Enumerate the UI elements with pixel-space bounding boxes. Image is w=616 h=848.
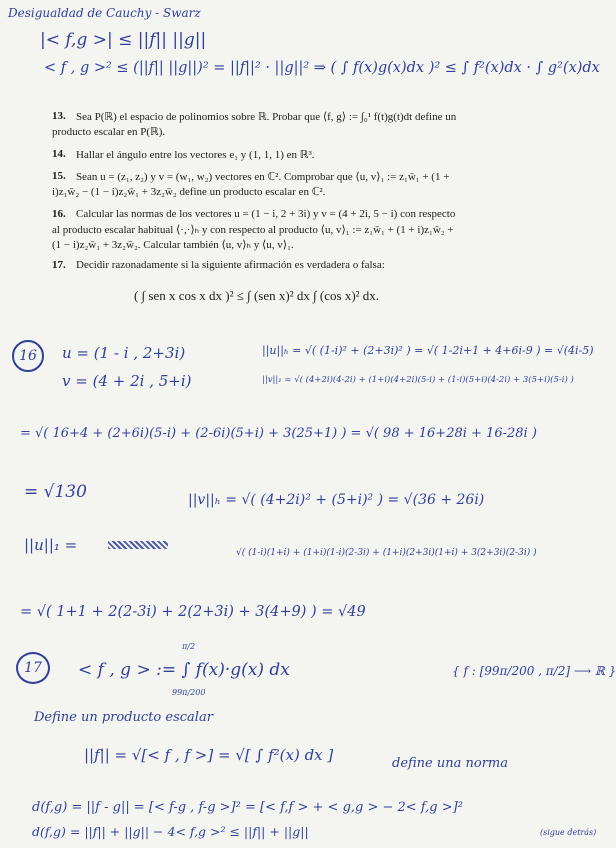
sol16-norm-u-1-expansion: √( (1-i)(1+i) + (1+i)(1-i)(2-3i) + (1+i)(2+3i)(1+i) + 3(2+3i)(2-3i) )	[236, 548, 537, 558]
sol16-norm-v-1: ||v||₁ = √( (4+2i)(4-2i) + (1+i)(4+2i)(5-i) + (1-i)(5+i)(4-2i) + 3(5+i)(5-i) )	[262, 375, 574, 385]
sol17-norm: ||f|| = √[< f , f >] = √[ ∫ f²(x) dx ]	[84, 746, 334, 764]
exercise-16-cont2: (1 − i)z₂w̄₁ + 3z₂w̄₂. Calcular también ⟨u, v⟩ₕ y ⟨u, v⟩₁.	[52, 239, 294, 251]
sol16-line3: = √( 16+4 + (2+6i)(5-i) + (2-6i)(5+i) + 3(25+1) ) = √( 98 + 16+28i + 16-28i )	[20, 426, 537, 441]
sol16-vector-v: v = (4 + 2i , 5+i)	[62, 372, 192, 390]
sol17-sigue-note: (sigue detrás)	[540, 828, 597, 837]
sol16-norm-u-h: ||u||ₕ = √( (1-i)² + (2+3i)² ) = √( 1-2i+1 + 4+6i-9 ) = √(4i-5)	[262, 344, 594, 357]
cs-inequality-line1: |< f,g >| ≤ ||f|| ||g||	[40, 30, 207, 50]
sol17-integral-lower-limit: 99π/200	[172, 688, 206, 697]
sol17-domain: { f : [99π/200 , π/2] ⟶ ℝ }	[452, 664, 616, 678]
exercise-14-number: 14.	[52, 148, 66, 160]
sol16-norm-u-h-result: = √130	[24, 482, 87, 502]
exercise-16-number: 16.	[52, 208, 66, 220]
solution-17-label: 17	[16, 652, 50, 684]
sol16-norm-v-h: ||v||ₕ = √( (4+2i)² + (5+i)² ) = √(36 + 26i)	[188, 492, 485, 508]
heading-cauchy-schwarz: Desigualdad de Cauchy - Swarz	[8, 6, 201, 20]
sol17-norm-note: define una norma	[392, 756, 509, 771]
sol17-inner-product-def: < f , g > := ∫ f(x)·g(x) dx	[78, 660, 290, 680]
exercise-16-text: Calcular las normas de los vectores u = (1 − i, 2 + 3i) y v = (4 + 2i, 5 − i) con respecto	[76, 208, 456, 220]
sol16-norm-u-1-result: = √( 1+1 + 2(2-3i) + 2(2+3i) + 3(4+9) ) = √49	[20, 604, 366, 620]
exercise-17-formula: ( ∫ sen x cos x dx )² ≤ ∫ (sen x)² dx ∫ (cos x)² dx.	[134, 288, 380, 303]
sol17-caption: Define un producto escalar	[34, 710, 213, 725]
exercise-15-number: 15.	[52, 170, 66, 182]
exercise-16-cont: al producto escalar habitual ⟨·,·⟩ₕ y con respecto al producto ⟨u, v⟩₁ := z₁w̄₁ + (1 + i)z₁w̄₂ +	[52, 224, 454, 236]
exercise-15-cont: i)z₁w̄₂ − (1 − i)z₂w̄₁ + 3z₂w̄₂ define un producto escalar en ℂ².	[52, 186, 326, 198]
solution-16-label: 16	[12, 340, 44, 372]
exercise-14-text: Hallar el ángulo entre los vectores e₁ y (1, 1, 1) en ℝ³.	[76, 149, 315, 161]
exercise-15-text: Sean u = (z₁, z₂) y v = (w₁, w₂) vectores en ℂ². Comprobar que ⟨u, v⟩₁ := z₁w̄₁ + (1 +	[76, 171, 450, 183]
cs-inequality-line2: < f , g >² ≤ (||f|| ||g||)² = ||f||² · ||g||² ⇒ ( ∫ f(x)g(x)dx )² ≤ ∫ f²(x)dx · ∫ g²(x)dx	[44, 60, 600, 76]
sol16-norm-u-1-label: ||u||₁ =	[24, 536, 78, 554]
sol17-distance-line2: d(f,g) = ||f|| + ||g|| − 4< f,g >² ≤ ||f|| + ||g||	[32, 824, 309, 839]
sol17-distance-line1: d(f,g) = ||f - g|| = [< f-g , f-g >]² = [< f,f > + < g,g > − 2< f,g >]²	[32, 800, 463, 815]
exercise-13-text: Sea P(ℝ) el espacio de polinomios sobre ℝ. Probar que ⟨f, g⟩ := ∫₀¹ f(t)g(t)dt define un	[76, 111, 457, 123]
sol16-vector-u: u = (1 - i , 2+3i)	[62, 344, 186, 362]
sol17-integral-upper-limit: π/2	[182, 642, 196, 651]
exercise-17-text: Decidir razonadamente si la siguiente afirmación es verdadera o falsa:	[76, 259, 385, 271]
exercise-13-cont: producto escalar en P(ℝ).	[52, 126, 166, 138]
crossed-out-scribble	[108, 541, 168, 549]
exercise-13-number: 13.	[52, 110, 66, 122]
exercise-17-number: 17.	[52, 259, 66, 271]
